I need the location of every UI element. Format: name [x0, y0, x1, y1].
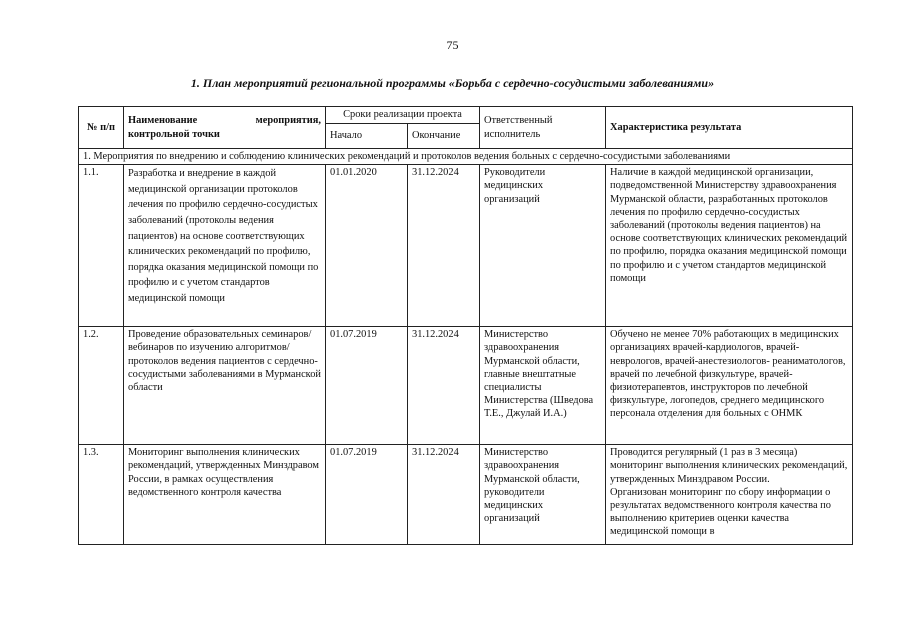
row-end: 31.12.2024	[408, 327, 480, 445]
header-result: Характеристика результата	[606, 107, 853, 149]
header-name	[124, 107, 326, 149]
header-end: Окончание	[408, 124, 480, 149]
table-row	[79, 327, 853, 445]
header-row	[79, 107, 853, 124]
row-start: 01.01.2020	[326, 165, 408, 327]
row-result-p2: Организован мониторинг по сбору информации о результатах ведомственного контроля качества по выполнению критериев оценки качества медицинской помощи в	[610, 486, 831, 538]
header-executor: Ответственный исполнитель	[480, 107, 606, 149]
plan-table	[78, 106, 853, 545]
row-result: Обучено не менее 70% работающих в медицинских организациях врачей-кардиологов, врачей-неврологов, врачей-анестезиологов- реаниматологов, врачей по лечебной физкультуре, врачей-физиотерапевтов, инструкторов по лечебной физкультуре, логопедов, среднего медицинского персонала отделения для больных с ОНМК	[606, 327, 853, 445]
row-executor: Министерство здравоохранения Мурманской области, руководители медицинских организаций	[480, 445, 606, 545]
row-result-p1: Проводится регулярный (1 раз в 3 месяца) мониторинг выполнения клинических рекомендаций, утвержденных Минздравом России.	[610, 447, 848, 485]
header-num: № п/п	[79, 107, 124, 149]
row-result: Наличие в каждой медицинской организации, подведомственной Министерству здравоохранения Мурманской области, разработанных протоколов лечения по профилю сердечно-сосудистых заболеваний (протоколы ведения пациентов) на основе соответствующих клинических рекомендаций по профилю, порядка оказания медицинской помощи по профилю и с учетом стандартов медицинской помощи	[606, 165, 853, 327]
row-start: 01.07.2019	[326, 327, 408, 445]
header-dates: Сроки реализации проекта	[326, 107, 480, 124]
header-name-line2: контрольной точки	[128, 128, 220, 140]
header-start: Начало	[326, 124, 408, 149]
row-result	[606, 445, 853, 545]
section-row	[79, 149, 853, 165]
row-name: Проведение образовательных семинаров/вебинаров по изучению алгоритмов/ протоколов ведения пациентов с сердечно-сосудистыми заболеваниями в Мурманской области	[124, 327, 326, 445]
header-name-right: мероприятия,	[255, 115, 321, 127]
row-num: 1.1.	[79, 165, 124, 327]
header-name-left: Наименование	[128, 115, 198, 127]
row-end: 31.12.2024	[408, 165, 480, 327]
table-row	[79, 445, 853, 545]
row-start: 01.07.2019	[326, 445, 408, 545]
row-executor: Руководители медицинских организаций	[480, 165, 606, 327]
row-name: Разработка и внедрение в каждой медицинской организации протоколов лечения по профилю сердечно-сосудистых заболеваний (протоколы ведения пациентов) на основе соответствующих клинических рекомендаций по профилю, порядка оказания медицинской помощи по профилю и с учетом стандартов медицинской помощи	[124, 165, 326, 327]
table-row	[79, 165, 853, 327]
row-name: Мониторинг выполнения клинических рекомендаций, утвержденных Минздравом России, в рамках осуществления ведомственного контроля качества	[124, 445, 326, 545]
row-executor: Министерство здравоохранения Мурманской области, главные внештатные специалисты Министерства (Шведова Т.Е., Джулай И.А.)	[480, 327, 606, 445]
row-num: 1.2.	[79, 327, 124, 445]
page-number: 75	[446, 38, 459, 52]
section-title: 1. Мероприятия по внедрению и соблюдению клинических рекомендаций и протоколов ведения больных с сердечно-сосудистыми заболеваниями	[79, 149, 853, 165]
row-num: 1.3.	[79, 445, 124, 545]
row-end: 31.12.2024	[408, 445, 480, 545]
page-title: 1. План мероприятий региональной программы «Борьба с сердечно-сосудистыми заболеваниями»	[190, 76, 715, 90]
